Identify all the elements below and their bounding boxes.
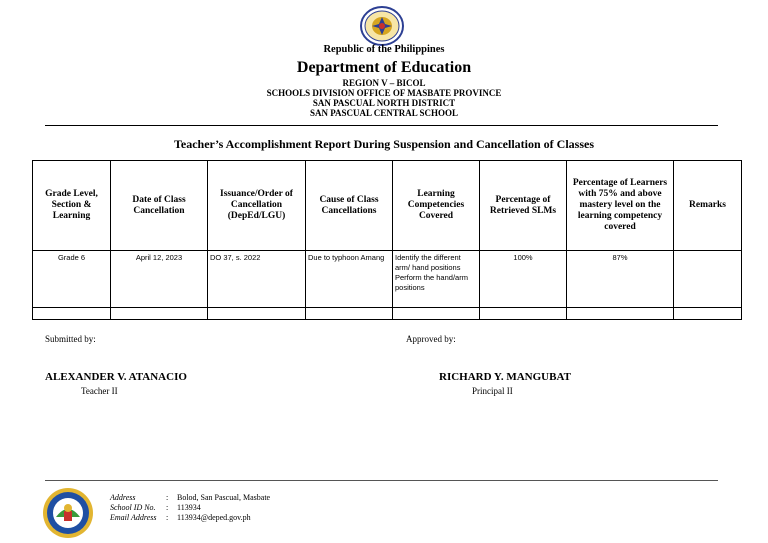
cell-issuance: DO 37, s. 2022: [208, 251, 306, 308]
header-retrieved-slms: Percentage of Retrieved SLMs: [480, 161, 567, 251]
teacher-position: Teacher II: [81, 386, 118, 396]
region-line: REGION V – BICOL: [342, 78, 426, 88]
school-id-value: 113934: [177, 503, 201, 512]
empty-cell: [111, 308, 208, 320]
header-cause: Cause of Class Cancellations: [306, 161, 393, 251]
header-mastery: Percentage of Learners with 75% and above mastery level on the learning competency covered: [567, 161, 674, 251]
school-id-label: School ID No.: [110, 503, 156, 512]
table-header-row: [33, 161, 742, 251]
empty-cell: [393, 308, 480, 320]
deped-seal-icon: [359, 6, 405, 46]
republic-line: Republic of the Philippines: [323, 44, 445, 55]
teacher-name: ALEXANDER V. ATANACIO: [45, 371, 187, 383]
principal-name: RICHARD Y. MANGUBAT: [439, 371, 571, 383]
accomplishment-table: [32, 160, 742, 320]
address-label: Address: [110, 493, 136, 502]
empty-cell: [674, 308, 742, 320]
empty-cell: [306, 308, 393, 320]
header-grade-level: Grade Level, Section & Learning: [33, 161, 111, 251]
empty-cell: [208, 308, 306, 320]
footer-values: [177, 493, 270, 523]
empty-cell: [480, 308, 567, 320]
cell-mastery: 87%: [567, 251, 674, 308]
email-value: 113934@deped.gov.ph: [177, 513, 251, 522]
footer-labels: [110, 493, 156, 523]
report-title: Teacher’s Accomplishment Report During Suspension and Cancellation of Classes: [173, 137, 595, 151]
cell-remarks: [674, 251, 742, 308]
submitted-by-label: Submitted by:: [45, 334, 96, 344]
division-line: SCHOOLS DIVISION OFFICE OF MASBATE PROVINCE: [266, 88, 502, 98]
school-logo-icon: [42, 487, 94, 539]
header-divider: [45, 125, 718, 126]
empty-cell: [33, 308, 111, 320]
empty-cell: [567, 308, 674, 320]
table-row: [33, 251, 742, 308]
cell-competencies: Identify the different arm/ hand positions Perform the hand/arm positions: [393, 251, 480, 308]
school-line: SAN PASCUAL CENTRAL SCHOOL: [309, 108, 459, 118]
department-name: Department of Education: [296, 59, 472, 76]
cell-date: April 12, 2023: [111, 251, 208, 308]
address-value: Bolod, San Pascual, Masbate: [177, 493, 271, 502]
cell-grade: Grade 6: [33, 251, 111, 308]
district-line: SAN PASCUAL NORTH DISTRICT: [312, 98, 456, 108]
header-remarks: Remarks: [674, 161, 742, 251]
principal-position: Principal II: [472, 386, 513, 396]
cell-cause: Due to typhoon Amang: [306, 251, 393, 308]
header-competencies: Learning Competencies Covered: [393, 161, 480, 251]
email-label: Email Address: [110, 513, 157, 522]
header-date: Date of Class Cancellation: [111, 161, 208, 251]
footer-divider: [45, 480, 718, 481]
table-row: [33, 308, 742, 320]
footer-colons: : : :: [166, 493, 169, 522]
approved-by-label: Approved by:: [406, 334, 456, 344]
cell-retrieved: 100%: [480, 251, 567, 308]
header-issuance: Issuance/Order of Cancellation (DepEd/LGU): [208, 161, 306, 251]
